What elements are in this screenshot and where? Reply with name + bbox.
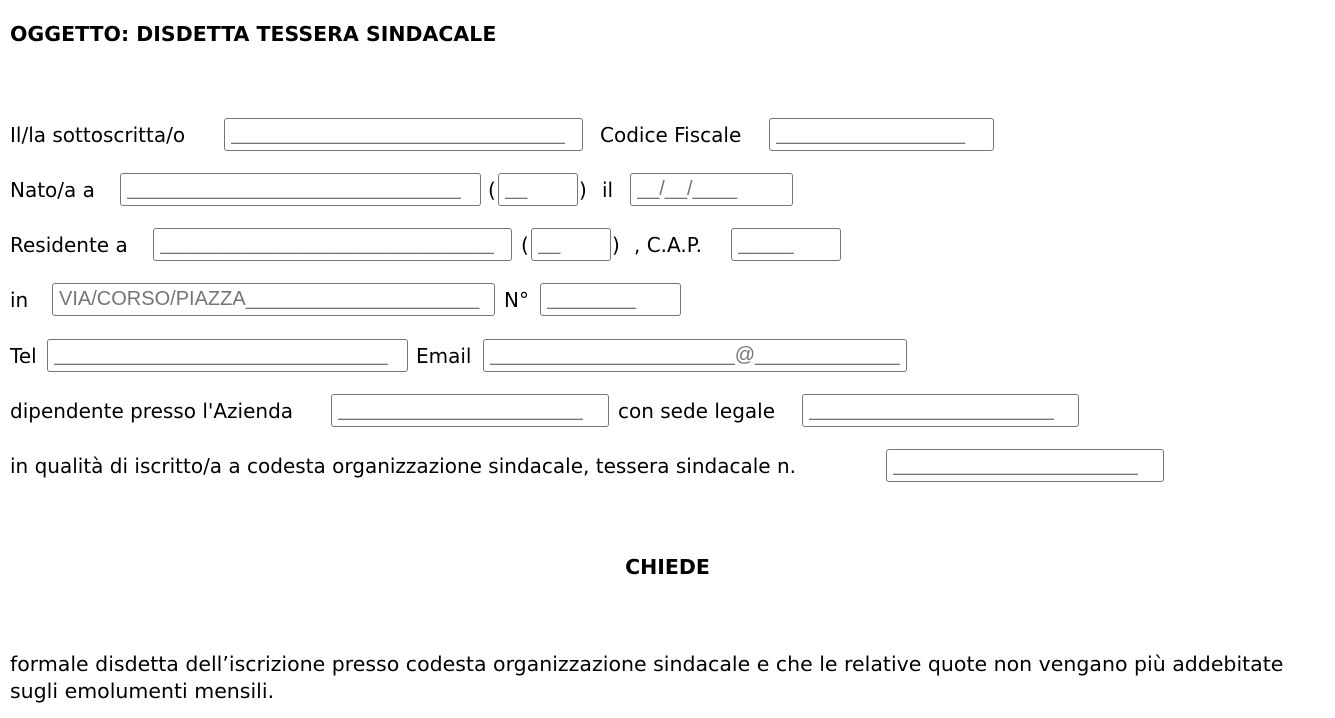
paren-close: ) [579,178,587,202]
label-street-number: N° [504,288,529,312]
row-contacts [0,339,1335,373]
email-input[interactable] [483,339,907,372]
label-union-card: in qualità di iscritto/a a codesta organizzazione sindacale, tessera sindacale n. [10,454,796,478]
signatory-name-input[interactable] [224,118,583,151]
request-paragraph: formale disdetta dell’iscrizione presso codesta organizzazione sindacale e che le relative quote non vengano più addebitate sugli emolumenti mensili. [10,652,1284,703]
union-card-number-input[interactable] [886,449,1164,482]
street-number-input[interactable] [540,283,681,316]
residence-city-input[interactable] [153,228,512,261]
label-signatory: Il/la sottoscritta/o [10,123,186,147]
row-employer [0,394,1335,428]
label-registered-office: con sede legale [618,399,776,423]
request-heading: CHIEDE [625,555,710,579]
paren-open: ( [488,178,496,202]
paren-open: ( [521,233,529,257]
row-birth [0,173,1335,207]
registered-office-input[interactable] [802,394,1079,427]
row-signatory [0,118,1335,152]
label-fiscal-code: Codice Fiscale [600,123,742,147]
birthplace-input[interactable] [120,173,481,206]
tel-input[interactable] [47,339,408,372]
label-email: Email [416,344,472,368]
fiscal-code-input[interactable] [769,118,994,151]
row-union-card [0,449,1335,483]
company-input[interactable] [331,394,609,427]
document-title: OGGETTO: DISDETTA TESSERA SINDACALE [10,22,497,46]
birth-date-input[interactable] [630,173,793,206]
cap-input[interactable] [731,228,841,261]
street-input[interactable] [52,283,495,316]
label-birth-date: il [602,178,614,202]
paren-close: ) [612,233,620,257]
birth-province-input[interactable] [498,173,578,206]
label-company: dipendente presso l'Azienda [10,399,294,423]
row-address [0,283,1335,317]
row-residence [0,228,1335,262]
label-birthplace: Nato/a a [10,178,95,202]
residence-province-input[interactable] [531,228,611,261]
label-tel: Tel [10,344,37,368]
label-in: in [10,288,29,312]
label-cap: , C.A.P. [634,233,703,257]
label-residence: Residente a [10,233,128,257]
